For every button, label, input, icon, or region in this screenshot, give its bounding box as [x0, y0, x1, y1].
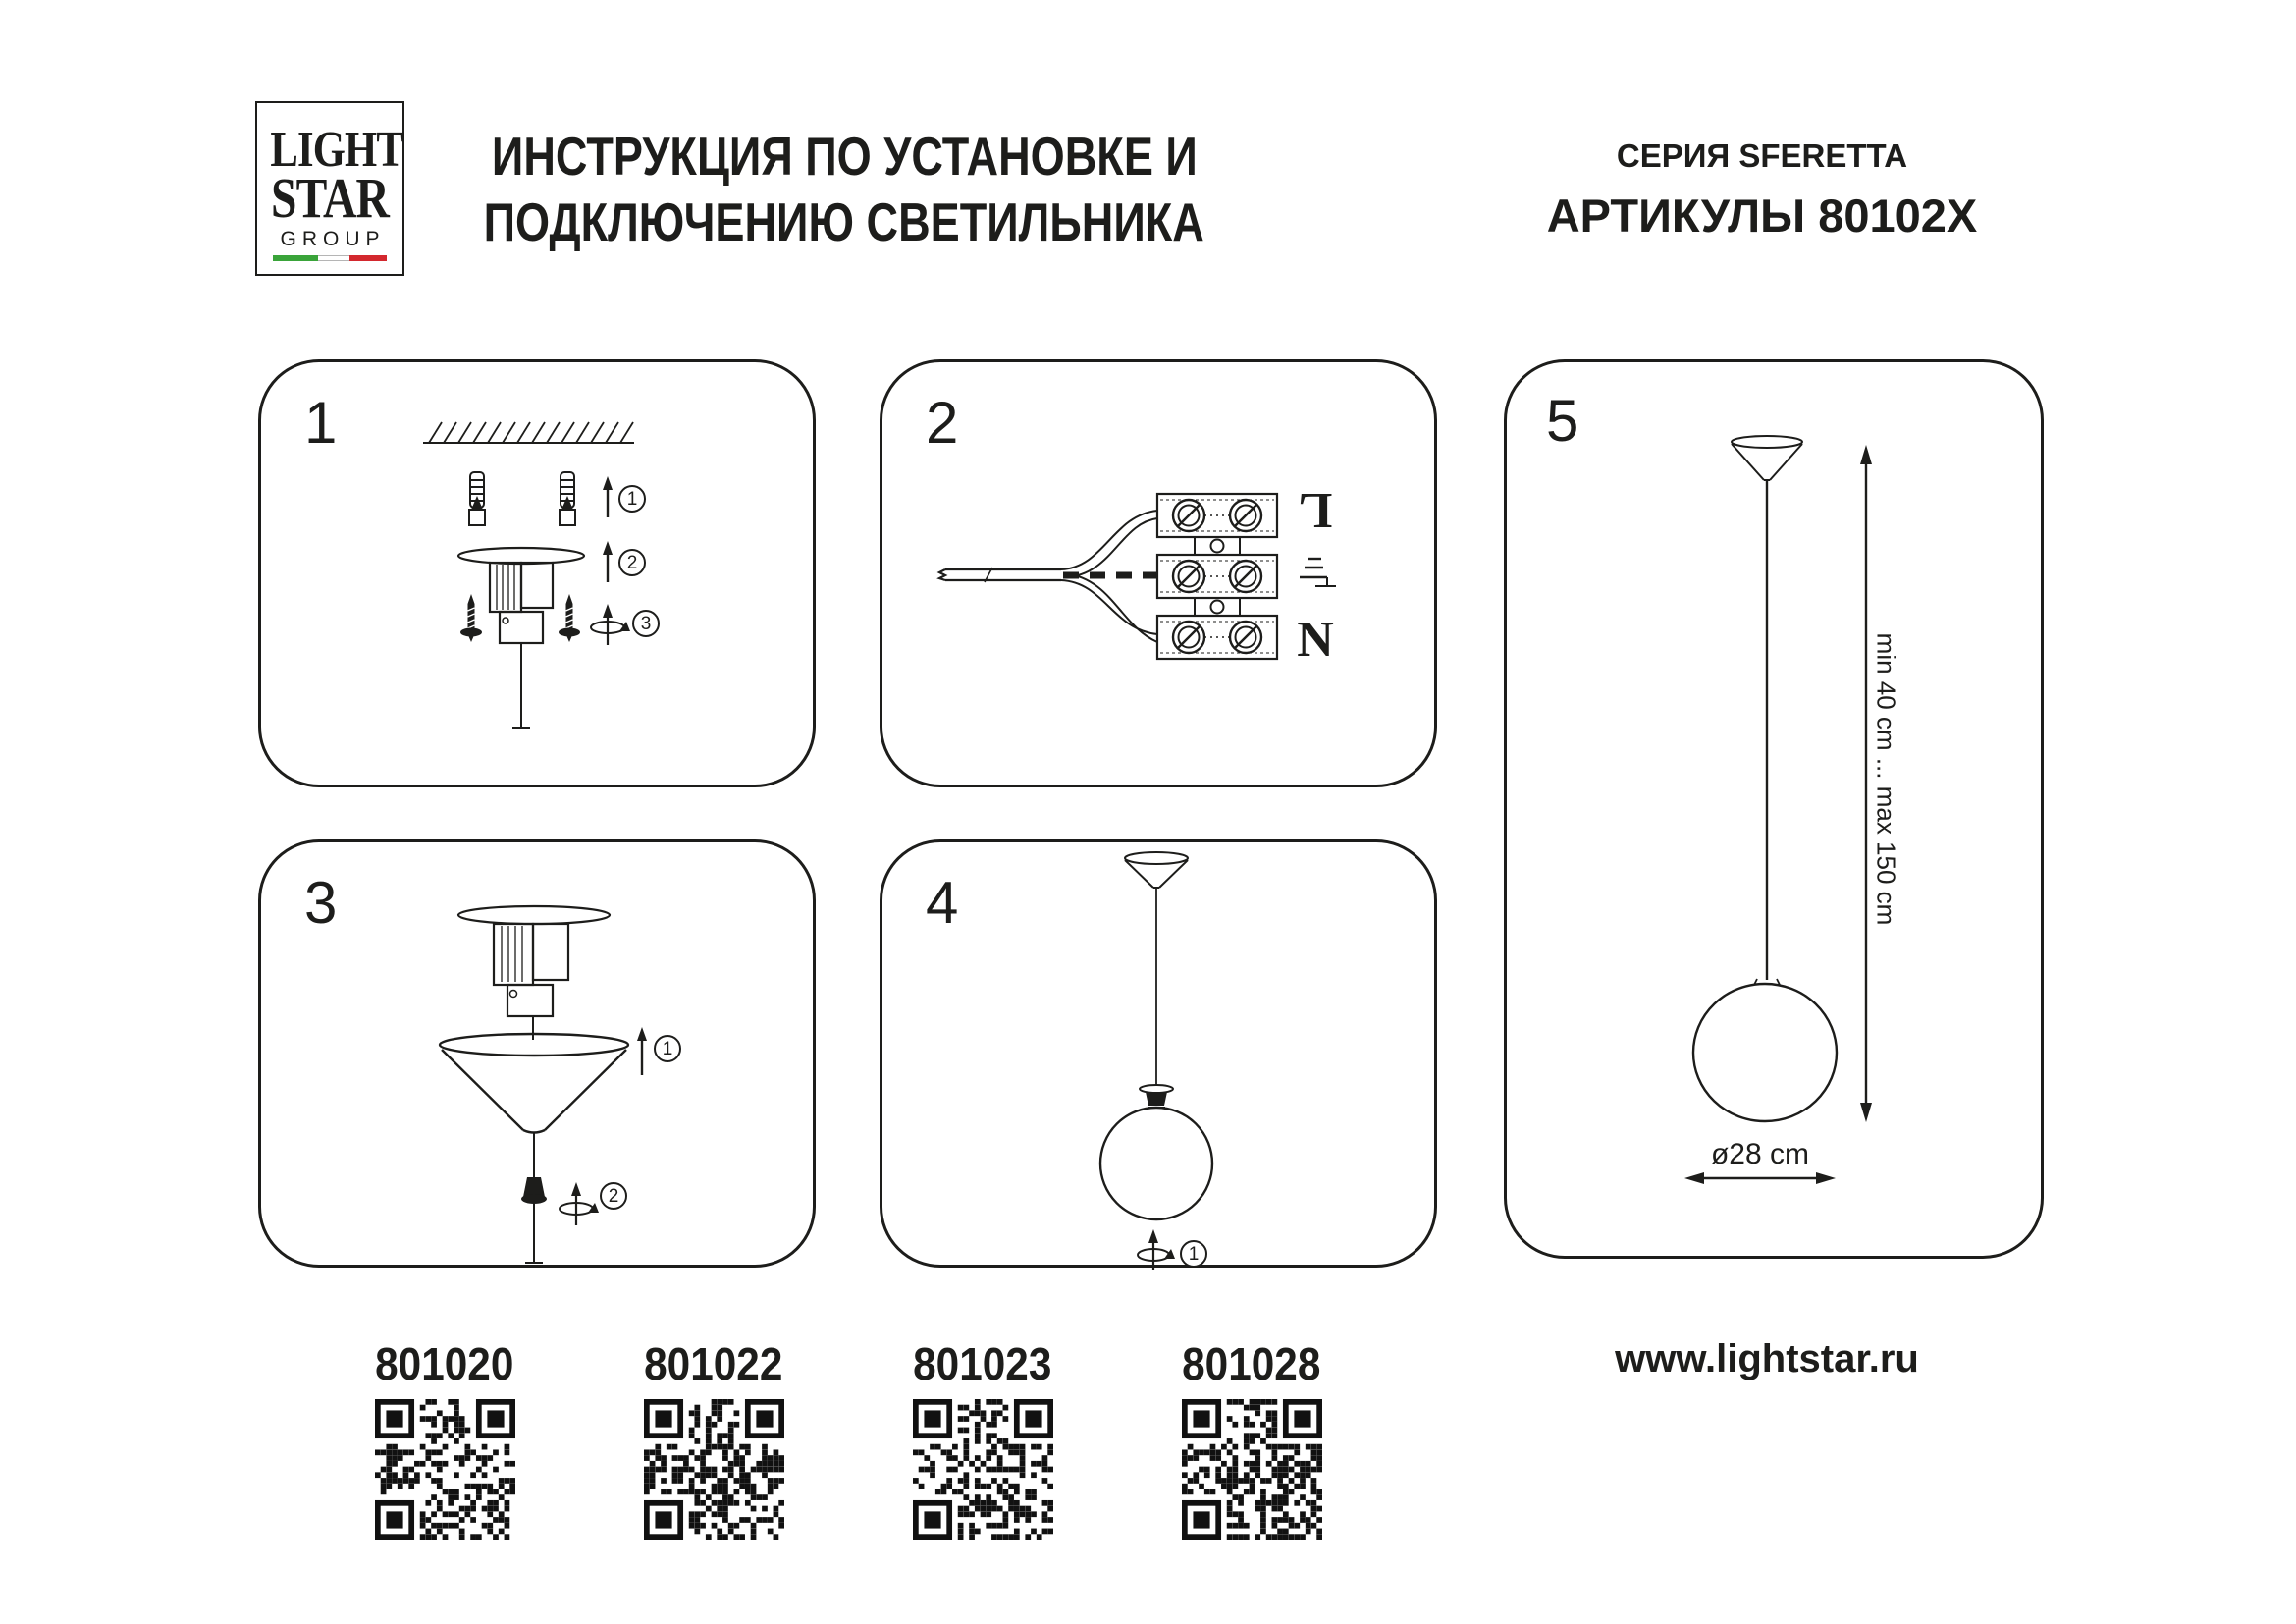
ceiling-cup-icon: [1732, 436, 1802, 480]
step-badge: 1: [654, 1035, 681, 1062]
diameter-label: ø28 cm: [1710, 1138, 1810, 1170]
step-badge: 1: [1180, 1240, 1207, 1268]
step-badge: 2: [618, 549, 646, 576]
page-title-line2: ПОДКЛЮЧЕНИЮ СВЕТИЛЬНИКА: [483, 191, 1205, 252]
logo-word-group: GROUP: [280, 228, 386, 250]
rotate-arrow-icon: [560, 1182, 599, 1225]
panel-dimensions: [1504, 359, 2044, 1259]
articles-title: АРТИКУЛЫ 80102X: [1546, 189, 1978, 242]
article-number: [337, 1337, 553, 1390]
flag-red-segment: [349, 255, 387, 261]
cable-icon: [939, 568, 1061, 582]
article-number: [1144, 1337, 1360, 1390]
panel-step-2: [880, 359, 1437, 787]
sphere-shade-icon: [1693, 979, 1837, 1121]
wall-plug-icon: [469, 472, 485, 525]
qr-code: [375, 1399, 515, 1540]
panel-4-diagram: [882, 842, 1440, 1271]
panel-1-diagram: [261, 362, 819, 790]
qr-code: [1182, 1399, 1322, 1540]
rotate-arrow-icon: [591, 604, 630, 645]
website-text: www.lightstar.ru: [1615, 1337, 1919, 1380]
panel-2-diagram: [882, 362, 1440, 790]
up-arrow-icon: [603, 476, 613, 517]
rotate-arrow-icon: [1138, 1229, 1175, 1270]
ceiling-hatch-icon: [423, 422, 634, 443]
cord-grip-icon: [521, 1133, 547, 1263]
logo-word-light: LIGHT: [270, 122, 404, 178]
panel-3-number: 3: [304, 870, 338, 936]
socket-cap-icon: [1140, 1085, 1173, 1106]
page-title-line1: ИНСТРУКЦИЯ ПО УСТАНОВКЕ И: [491, 126, 1198, 187]
flag-white-segment: [318, 255, 348, 261]
earth-symbol-icon: [1300, 559, 1336, 586]
cone-shade-icon: [440, 1034, 628, 1133]
panel-step-4: [880, 839, 1437, 1268]
mounting-plate-icon: [458, 548, 584, 728]
height-range-label: min 40 cm ... max 150 cm: [1871, 632, 1901, 926]
ceiling-cup-icon: [1125, 852, 1188, 888]
flag-green-segment: [273, 255, 318, 261]
article-number: [875, 1337, 1091, 1390]
logo-word-star: STAR: [270, 166, 390, 230]
panel-3-diagram: [261, 842, 819, 1271]
neutral-label: N: [1297, 612, 1334, 668]
qr-code: [644, 1399, 784, 1540]
screw-icon: [559, 594, 580, 642]
sphere-shade-icon: [1100, 1108, 1212, 1219]
up-arrow-icon: [603, 541, 613, 582]
wire-branches: [1061, 511, 1157, 642]
panel-2-number: 2: [926, 390, 959, 456]
screw-icon: [460, 594, 482, 642]
step-badge: 2: [600, 1182, 627, 1210]
live-label: L: [1298, 482, 1333, 538]
panel-5-diagram: [1507, 362, 2047, 1262]
article-number-text: 801023: [913, 1338, 1052, 1389]
step-badge: 3: [632, 610, 660, 637]
step-badge: 1: [618, 485, 646, 513]
article-number-text: 801020: [375, 1338, 514, 1389]
article-number-text: 801028: [1182, 1338, 1321, 1389]
article-number: [606, 1337, 822, 1390]
wall-plug-icon: [560, 472, 575, 525]
qr-code: [913, 1399, 1053, 1540]
series-title: СЕРИЯ SFERETTA: [1616, 137, 1908, 174]
page-title: [373, 124, 1315, 255]
panel-1-number: 1: [304, 390, 338, 456]
italian-flag-bar: [273, 255, 387, 261]
mounting-bracket-icon: [458, 906, 610, 1040]
up-arrow-icon: [637, 1027, 647, 1075]
panel-step-3: [258, 839, 816, 1268]
article-number-text: 801022: [644, 1338, 783, 1389]
panel-5-number: 5: [1546, 388, 1579, 454]
panel-4-number: 4: [926, 870, 959, 936]
panel-step-1: [258, 359, 816, 787]
diameter-arrow-icon: [1684, 1172, 1836, 1184]
